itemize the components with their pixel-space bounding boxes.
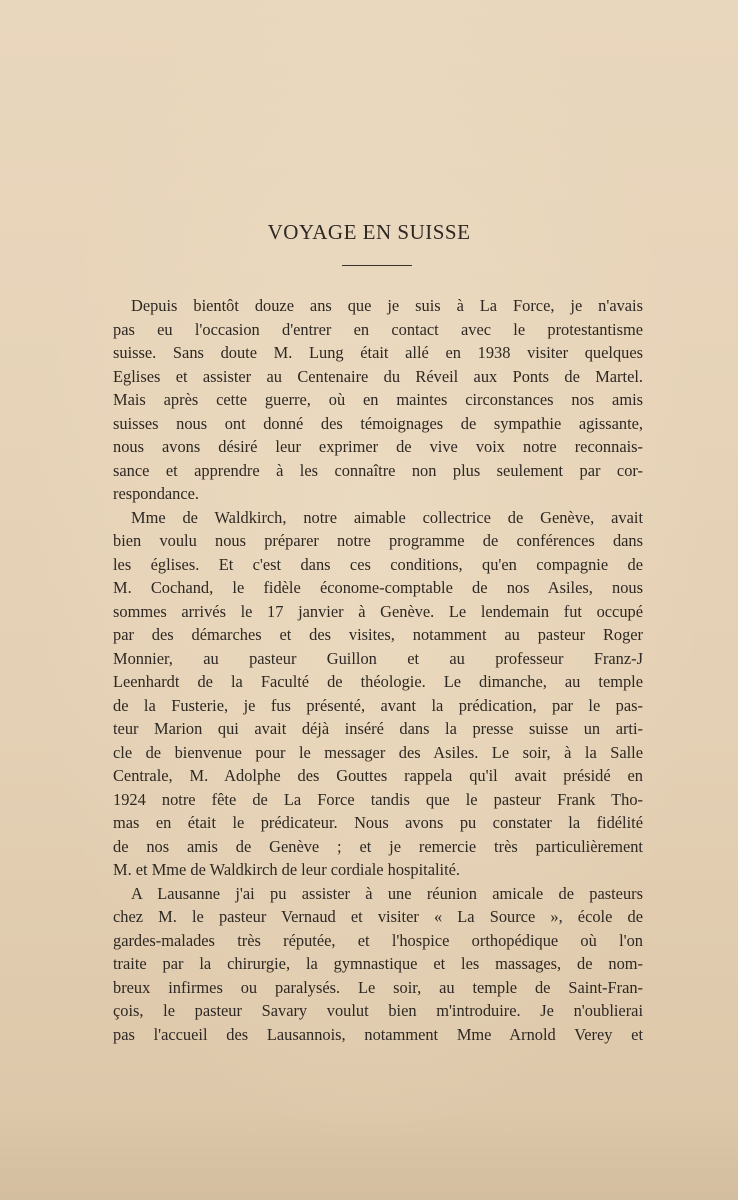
text-line: M. et Mme de Waldkirch de leur cordiale hospitalité. (113, 860, 461, 879)
text-line: gardes-malades très réputée, et l'hospice orthopédique où l'on (113, 930, 643, 950)
text-line: suisse. Sans doute M. Lung était allé en 1938 visiter quelques (113, 343, 643, 362)
text-line: chez M. le pasteur Vernaud et visiter « La Source », école de (113, 907, 643, 926)
text-line: par des démarches et des visites, notamment au pasteur Roger (113, 625, 643, 644)
text-line: Centrale, M. Adolphe des Gouttes rappela qu'il avait présidé en (113, 766, 643, 785)
text-line: Leenhardt de la Faculté de théologie. Le dimanche, au temple (113, 672, 643, 691)
text-line: nous avons désiré leur exprimer de vive voix notre reconnais- (113, 437, 643, 456)
text-line: respondance. (113, 484, 200, 503)
text-line: traite par la chirurgie, la gymnastique et les massages, de nom- (113, 954, 643, 973)
text-line: Mais après cette guerre, où en maintes circonstances nos amis (113, 390, 643, 409)
text-line: cle de bienvenue pour le messager des Asiles. Le soir, à la Salle (113, 742, 643, 762)
text-line: Eglises et assister au Centenaire du Réveil aux Ponts de Martel. (113, 366, 643, 386)
text-line: mas en était le prédicateur. Nous avons pu constater la fidélité (113, 813, 643, 832)
text-line: sommes arrivés le 17 janvier à Genève. Le lendemain fut occupé (113, 601, 643, 621)
text-line: suisses nous ont donné des témoignages de sympathie agissante, (113, 413, 643, 433)
body-text (113, 294, 643, 1046)
page-title: VOYAGE EN SUISSE (267, 220, 471, 244)
text-line: de la Fusterie, je fus présenté, avant la prédication, par le pas- (113, 695, 643, 715)
text-line: pas l'accueil des Lausannois, notamment Mme Arnold Verey et (113, 1024, 643, 1044)
text-line: Monnier, au pasteur Guillon et au professeur Franz-J (113, 648, 643, 668)
text-line: sance et apprendre à les connaître non plus seulement par cor- (113, 460, 643, 480)
text-line: bien voulu nous préparer notre programme de conférences dans (113, 531, 643, 550)
text-line: teur Marion qui avait déjà inséré dans la presse suisse un arti- (113, 719, 643, 738)
text-line: pas eu l'occasion d'entrer en contact avec le protestantisme (113, 319, 643, 339)
text-line: A Lausanne j'ai pu assister à une réunion amicale de pasteurs (131, 883, 643, 903)
text-line: Mme de Waldkirch, notre aimable collectrice de Genève, avait (131, 507, 643, 527)
title-divider (342, 265, 412, 266)
text-line: çois, le pasteur Savary voulut bien m'introduire. Je n'oublierai (113, 1001, 643, 1020)
text-line: 1924 notre fête de La Force tandis que le pasteur Frank Tho- (113, 789, 643, 809)
text-line: M. Cochand, le fidèle économe-comptable de nos Asiles, nous (113, 578, 643, 597)
text-line: les églises. Et c'est dans ces conditions, qu'en compagnie de (113, 554, 643, 574)
text-line: de nos amis de Genève ; et je remercie très particulièrement (113, 836, 643, 856)
text-line: breux infirmes ou paralysés. Le soir, au temple de Saint-Fran- (113, 977, 643, 997)
text-line: Depuis bientôt douze ans que je suis à La Force, je n'avais (131, 296, 643, 315)
